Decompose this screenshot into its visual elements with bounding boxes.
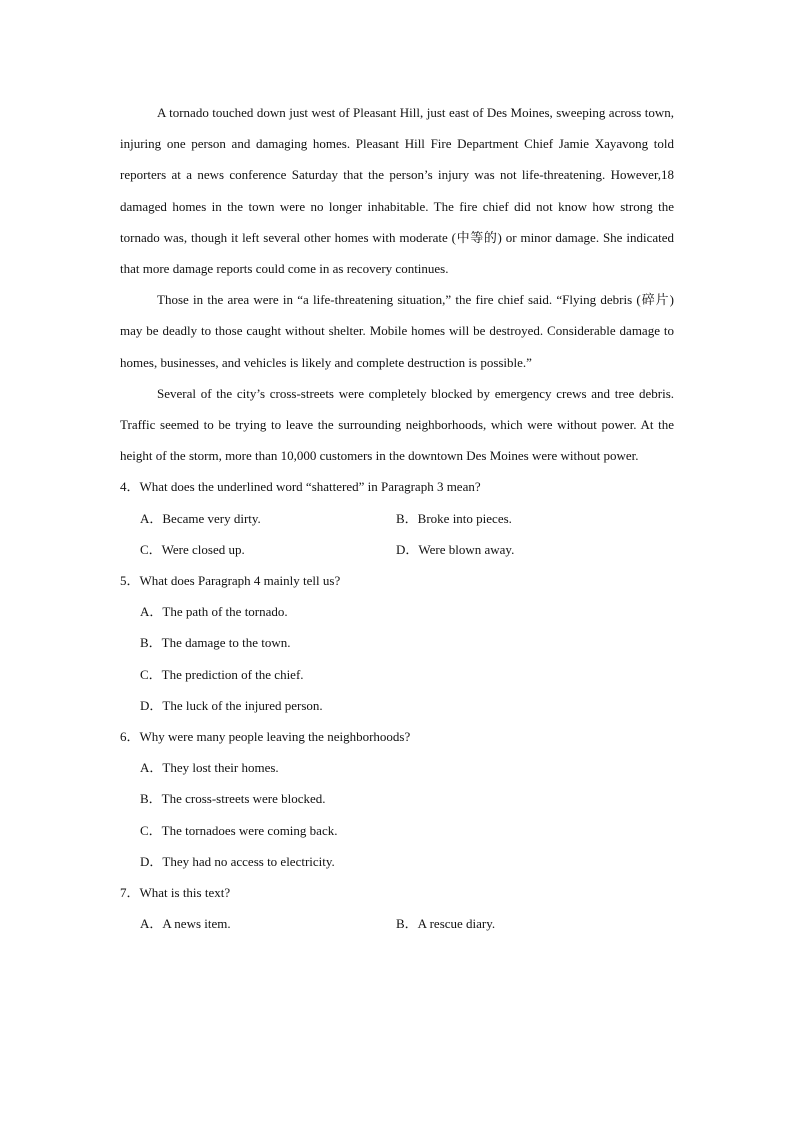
- option-a: A．Became very dirty.: [140, 510, 261, 526]
- document-page: [120, 97, 674, 939]
- option-row: [140, 534, 674, 565]
- question-stem: 5．What does Paragraph 4 mainly tell us?: [120, 573, 341, 589]
- option-a: A．They lost their homes.: [140, 760, 279, 776]
- option-b: B．The cross-streets were blocked.: [140, 791, 326, 807]
- option-row: [140, 908, 674, 939]
- option-d: D．The luck of the injured person.: [140, 697, 323, 713]
- option-b: B．Broke into pieces.: [396, 510, 512, 526]
- option-d: D．They had no access to electricity.: [140, 853, 335, 869]
- option-row: [140, 503, 674, 534]
- question-6: [120, 721, 674, 877]
- question-options: [120, 503, 674, 565]
- option-b: B．A rescue diary.: [396, 916, 496, 932]
- passage-paragraph-3: Several of the city’s cross-streets were completely blocked by emergency crews and tree debris. Traffic seemed to be trying to leave the surrounding neighborhoods, which were without power. At the height of the storm, more than 10,000 customers in the downtown Des Moines were without power.: [120, 385, 674, 464]
- option-a: A．A news item.: [140, 916, 231, 932]
- question-options: [120, 596, 674, 721]
- question-5: [120, 565, 674, 721]
- question-4: [120, 471, 674, 565]
- option-d: D．Were blown away.: [396, 541, 515, 557]
- option-c: C．The prediction of the chief.: [140, 666, 304, 682]
- question-stem: 4．What does the underlined word “shattered” in Paragraph 3 mean?: [120, 479, 481, 495]
- question-7: [120, 877, 674, 939]
- option-c: C．The tornadoes were coming back.: [140, 822, 338, 838]
- question-stem: 7．What is this text?: [120, 885, 231, 901]
- question-options: [120, 752, 674, 877]
- passage-paragraph-1: A tornado touched down just west of Pleasant Hill, just east of Des Moines, sweeping across town, injuring one person and damaging homes. Pleasant Hill Fire Department Chief Jamie Xayavong told reporters at a news conference Saturday that the person’s injury was not life-threatening. However,18 damaged homes in the town were no longer inhabitable. The fire chief did not know how strong the tornado was, though it left several other homes with moderate (中等的) or minor damage. She indicated that more damage reports could come in as recovery continues.: [120, 105, 674, 277]
- option-c: C．Were closed up.: [140, 541, 245, 557]
- option-b: B．The damage to the town.: [140, 635, 291, 651]
- question-stem: 6．Why were many people leaving the neighborhoods?: [120, 729, 411, 745]
- passage-paragraph-2: Those in the area were in “a life-threatening situation,” the fire chief said. “Flying debris (碎片) may be deadly to those caught without shelter. Mobile homes will be destroyed. Considerable damage to homes, businesses, and vehicles is likely and complete destruction is possible.”: [120, 292, 674, 370]
- option-a: A．The path of the tornado.: [140, 604, 288, 620]
- question-options: [120, 908, 674, 939]
